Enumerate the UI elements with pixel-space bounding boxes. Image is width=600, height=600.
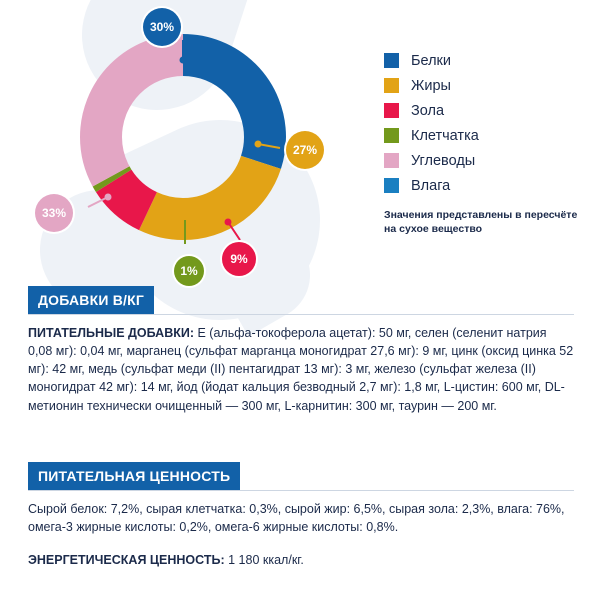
- legend-swatch-icon: [384, 53, 399, 68]
- donut-chart: [0, 0, 600, 278]
- data-label-carbs: 33%: [35, 194, 73, 232]
- legend-swatch-icon: [384, 153, 399, 168]
- data-label-fiber: 1%: [174, 256, 204, 286]
- legend-label: Влага: [411, 177, 451, 194]
- donut-graphic: [68, 22, 298, 252]
- legend-label: Белки: [411, 52, 452, 69]
- legend-label: Клетчатка: [411, 127, 479, 144]
- divider: [28, 314, 574, 315]
- energy-line: [28, 552, 574, 570]
- legend-item-proteins: [384, 48, 479, 73]
- nutrition-section: [28, 462, 574, 570]
- nutrition-heading: ПИТАТЕЛЬНАЯ ЦЕННОСТЬ: [28, 462, 240, 490]
- energy-label: ЭНЕРГЕТИЧЕСКАЯ ЦЕННОСТЬ:: [28, 553, 225, 568]
- legend-swatch-icon: [384, 178, 399, 193]
- legend-note: Значения представлены в пересчёте на сухое вещество: [384, 209, 578, 236]
- legend-swatch-icon: [384, 103, 399, 118]
- chart-legend: [384, 48, 479, 198]
- legend-item-carbs: [384, 148, 479, 173]
- legend-item-fiber: [384, 123, 479, 148]
- additives-section: [28, 286, 574, 415]
- legend-label: Зола: [411, 102, 445, 119]
- additives-body: E (альфа-токоферола ацетат): 50 мг, селен (селенит натрия 0,08 мг): 0,04 мг, марганец (сульфат марганца моногидрат 27,6 мг): 9 мг, цинк (оксид цинка 52 мг): 42 мг, медь (сульфат меди (II) пентагидрат 13 мг): 3 мг, железо (сульфат железа (II) моногидрат 42 мг): 14 мг, йод (йодат кальция безводный 2,7 мг): 1,8 мг, L-цистин: 600 мг, DL-метионин технически очищенный — 300 мг, L-карнитин: 300 мг, таурин — 200 мг.: [28, 326, 574, 413]
- data-label-proteins: 30%: [143, 8, 181, 46]
- legend-item-moisture: [384, 173, 479, 198]
- legend-item-fats: [384, 73, 479, 98]
- additives-heading: ДОБАВКИ В/КГ: [28, 286, 154, 314]
- additives-label: ПИТАТЕЛЬНЫЕ ДОБАВКИ:: [28, 326, 194, 340]
- legend-item-ash: [384, 98, 479, 123]
- legend-swatch-icon: [384, 78, 399, 93]
- energy-value: 1 180 ккал/кг.: [224, 553, 304, 568]
- legend-label: Углеводы: [411, 152, 476, 169]
- additives-text: [28, 324, 574, 415]
- data-label-ash: 9%: [222, 242, 256, 276]
- nutrition-text: Сырой белок: 7,2%, сырая клетчатка: 0,3%, сырой жир: 6,5%, сырая зола: 2,3%, влага: 76%, омега-3 жирные кислоты: 0,2%, омега-6 жирные кислоты: 0,8%.: [28, 502, 565, 535]
- legend-swatch-icon: [384, 128, 399, 143]
- divider: [28, 490, 574, 491]
- legend-label: Жиры: [411, 77, 451, 94]
- data-label-fats: 27%: [286, 131, 324, 169]
